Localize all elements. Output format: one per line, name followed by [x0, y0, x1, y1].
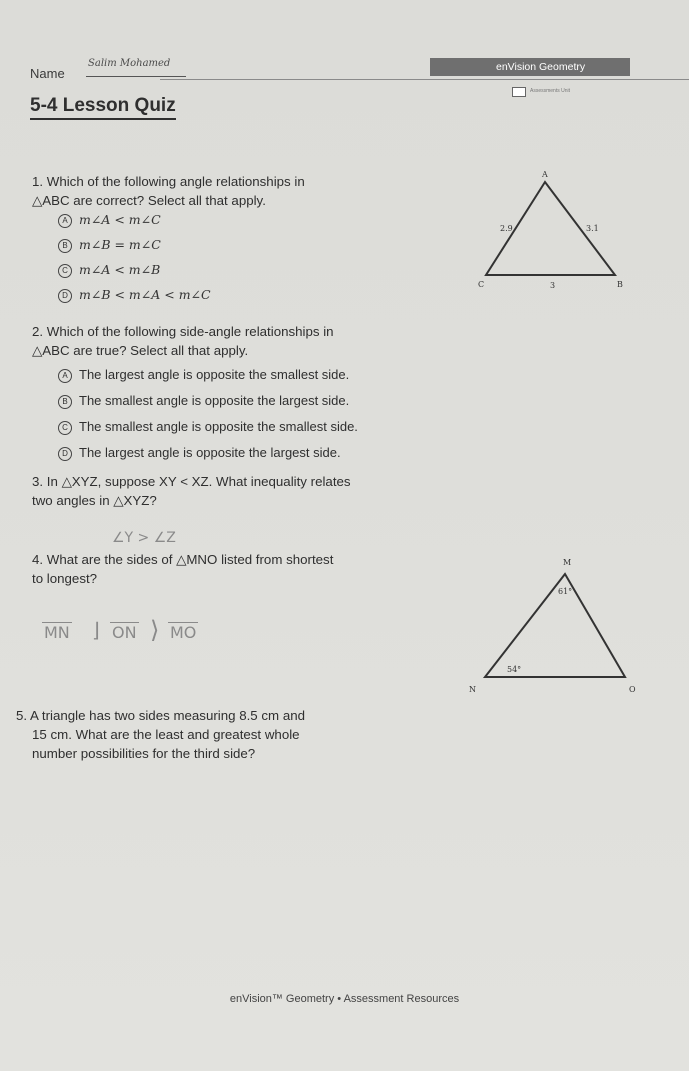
q1-option-text: m∠A < m∠B — [79, 262, 161, 277]
q2-option-c[interactable] — [58, 417, 358, 436]
angle-m-label: 61° — [558, 587, 573, 596]
seg-mn: MN — [44, 623, 70, 642]
vertex-c-label: C — [478, 280, 485, 289]
vertex-b-label: B — [617, 280, 623, 289]
q1-option-d[interactable] — [58, 287, 211, 303]
handwritten-gt-1: ⌋ — [92, 618, 100, 642]
seg-mo: MO — [170, 623, 197, 642]
q1-option-text: m∠B = m∠C — [79, 237, 161, 252]
q4-line1: 4. What are the sides of △MNO listed from shortest — [32, 552, 334, 567]
tiny-note: Assessments Unit — [530, 88, 571, 94]
seg-on: ON — [112, 623, 137, 642]
side-ac-label: 2.9 — [500, 224, 513, 233]
page-title — [30, 95, 176, 117]
side-ab-label: 3.1 — [586, 224, 599, 233]
header-rule — [160, 79, 689, 80]
q4-handwritten-answer — [42, 610, 242, 650]
q2-option-text: The largest angle is opposite the smallest side. — [79, 367, 350, 382]
bubble-icon: A — [58, 214, 72, 228]
q1-line1: 1. Which of the following angle relationships in — [32, 174, 305, 189]
brand-banner — [430, 58, 630, 76]
q2-prompt — [32, 322, 334, 360]
q3-prompt — [32, 472, 351, 510]
q3-line1: 3. In △XYZ, suppose XY < XZ. What inequality relates — [32, 474, 351, 489]
angle-n-label: 54° — [507, 665, 522, 674]
q5-line2: 15 cm. What are the least and greatest whole — [32, 727, 300, 742]
bubble-icon: C — [58, 264, 72, 278]
brand-text: enVision Geometry — [496, 61, 586, 73]
handwritten-gt-2: ⟩ — [150, 616, 160, 644]
q5-prompt — [16, 706, 305, 763]
q2-option-text: The smallest angle is opposite the smallest side. — [79, 419, 358, 434]
q1-option-b[interactable] — [58, 237, 161, 253]
checkbox-icon — [512, 87, 526, 97]
name-label: Name — [30, 66, 65, 81]
q1-option-text: m∠B < m∠A < m∠C — [79, 287, 211, 302]
q1-prompt — [32, 172, 305, 210]
triangle-mno-figure — [455, 552, 655, 697]
q2-option-text: The largest angle is opposite the largest side. — [79, 445, 341, 460]
vertex-o-label: O — [629, 685, 636, 694]
q2-option-a[interactable] — [58, 365, 349, 384]
q5-line3: number possibilities for the third side? — [32, 746, 256, 761]
bubble-icon: B — [58, 239, 72, 253]
title-text: 5-4 Lesson Quiz — [30, 95, 176, 120]
q2-option-text: The smallest angle is opposite the largest side. — [79, 393, 350, 408]
q4-prompt — [32, 550, 333, 588]
q2-option-d[interactable] — [58, 443, 341, 462]
bubble-icon: C — [58, 421, 72, 435]
vertex-n-label: N — [469, 685, 476, 694]
q1-option-c[interactable] — [58, 262, 160, 278]
bubble-icon: D — [58, 289, 72, 303]
bubble-icon: A — [58, 369, 72, 383]
q3-line2: two angles in △XYZ? — [32, 493, 157, 508]
vertex-m-label: M — [563, 558, 572, 567]
q5-line1: 5. A triangle has two sides measuring 8.5 cm and — [16, 708, 305, 723]
q2-line2: △ABC are true? Select all that apply. — [32, 343, 249, 358]
bubble-icon: B — [58, 395, 72, 409]
q1-option-a[interactable] — [58, 212, 161, 228]
q1-option-text: m∠A < m∠C — [79, 212, 161, 227]
q1-line2: △ABC are correct? Select all that apply. — [32, 193, 266, 208]
vertex-a-label: A — [542, 170, 548, 179]
q2-option-b[interactable] — [58, 391, 349, 410]
q3-handwritten-answer: ∠Y > ∠Z — [112, 530, 176, 546]
q2-line1: 2. Which of the following side-angle relationships in — [32, 324, 334, 339]
page-footer: enVision™ Geometry • Assessment Resources — [229, 993, 460, 1005]
bubble-icon: D — [58, 447, 72, 461]
student-name-handwritten: Salim Mohamed — [88, 58, 171, 69]
triangle-abc-figure — [470, 165, 640, 300]
side-cb-label: 3 — [550, 281, 556, 290]
q4-line2: to longest? — [32, 571, 98, 586]
name-underline — [86, 76, 186, 77]
